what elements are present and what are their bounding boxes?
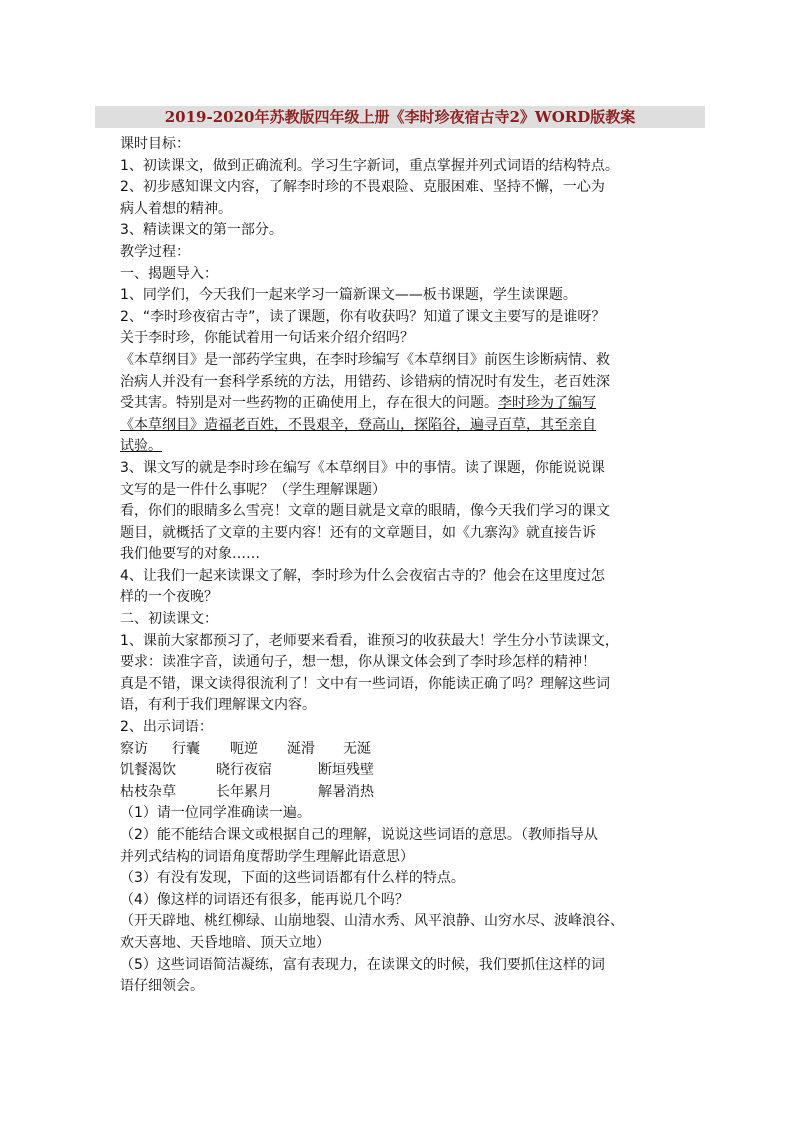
paragraph-line: （2）能不能结合课文或根据自己的理解，说说这些词语的意思。（教师指导从 — [120, 827, 598, 843]
vocab-word: 饥餐渴饮 — [120, 762, 176, 779]
paragraph-line: 1、课前大家都预习了，老师要来看看，谁预习的收获最大！学生分小节读课文， — [120, 632, 619, 649]
heading-first-reading: 二、初读课文： — [120, 611, 218, 628]
vocab-word: 长年累月 — [216, 783, 272, 800]
paragraph-line: 看，你们的眼睛多么雪亮！文章的题目就是文章的眼睛，像今天我们学习的课文 — [120, 503, 610, 520]
objective-1: 1、初读课文，做到正确流利。学习生字新词，重点掌握并列式词语的结构特点。 — [120, 157, 619, 174]
vocab-word: 涎滑 — [287, 740, 315, 757]
vocab-word: 枯枝杂草 — [120, 783, 176, 800]
objective-2-cont: 病人着想的精神。 — [120, 200, 232, 217]
paragraph-line: 4、让我们一起来读课文了解，李时珍为什么会夜宿古寺的？他会在这里度过怎 — [120, 567, 605, 584]
vocab-row-3 — [120, 782, 680, 804]
underlined-text: 李时珍为了编写 — [498, 395, 596, 412]
vocab-word: 解暑消热 — [318, 783, 374, 800]
vocab-row-1 — [120, 739, 680, 761]
paragraph-line: （3）有没有发现，下面的这些词语都有什么样的特点。 — [120, 870, 465, 887]
paragraph-line: 关于李时珍，你能试着用一句话来介绍介绍吗？ — [120, 330, 414, 347]
heading-intro: 一、揭题导入： — [120, 265, 218, 282]
paragraph-line: 治病人并没有一套科学系统的方法，用错药、诊错病的情况时有发生，老百姓深 — [120, 373, 610, 390]
paragraph-line: 《本草纲目》是一部药学宝典，在李时珍编写《本草纲目》前医生诊断病情、救 — [120, 351, 610, 368]
document-title: 2019-2020年苏教版四年级上册《李时珍夜宿古寺2》WORD版教案 — [95, 106, 705, 128]
paragraph-line: （开天辟地、桃红柳绿、山崩地裂、山清水秀、风平浪静、山穷水尽、波峰浪谷、 — [120, 913, 624, 930]
paragraph-line: 文写的是一件什么事呢？（学生理解课题） — [120, 481, 386, 498]
paragraph-line: 3、课文写的就是李时珍在编写《本草纲目》中的事情。读了课题，你能说说课 — [120, 459, 605, 476]
paragraph-line — [120, 436, 680, 458]
vocab-row-2 — [120, 760, 680, 782]
text-span: 受其害。特别是对一些药物的正确使用上，存在很大的问题。 — [120, 395, 498, 412]
paragraph-line: 真是不错，课文读得很流利了！文中有一些词语，你能读正确了吗？理解这些词 — [120, 675, 610, 692]
underlined-line: 《本草纲目》造福老百姓，不畏艰辛，登高山，探陷谷，遍寻百草，其至亲自 — [120, 416, 596, 433]
objective-3: 3、精读课文的第一部分。 — [120, 222, 283, 239]
document-page — [120, 106, 680, 998]
paragraph-line: 并列式结构的词语角度帮助学生理解此语意思） — [120, 848, 414, 865]
paragraph-line: 1、同学们，今天我们一起来学习一篇新课文——板书课题，学生读课题。 — [120, 287, 577, 304]
vocab-word: 晓行夜宿 — [216, 762, 272, 779]
paragraph-line: 语仔细领会。 — [120, 978, 204, 995]
vocab-word: 呃逆 — [230, 740, 258, 757]
paragraph-line: 要求：读准字音，读通句子，想一想，你从课文体会到了李时珍怎样的精神！ — [120, 654, 596, 671]
vocab-word: 无涎 — [343, 740, 371, 757]
section-label-objectives: 课时目标： — [120, 136, 190, 152]
paragraph-line: 2、出示词语： — [120, 719, 213, 736]
paragraph-line: 欢天喜地、天昏地暗、顶天立地） — [120, 934, 330, 951]
paragraph-line: （5）这些词语简洁凝练，富有表现力，在读课文的时候，我们要抓住这样的词 — [120, 956, 605, 973]
paragraph-line: 样的一个夜晚？ — [120, 589, 218, 606]
paragraph-line: （1）请一位同学准确读一遍。 — [120, 805, 311, 822]
section-label-process: 教学过程： — [120, 243, 190, 260]
paragraph-line: 2、“李时珍夜宿古寺”，读了课题，你有收获吗？知道了课文主要写的是谁呀？ — [120, 308, 606, 325]
paragraph-line: （4）像这样的词语还有很多，能再说几个吗？ — [120, 891, 409, 908]
vocab-word: 断垣残壁 — [318, 762, 374, 779]
paragraph-line: 语，有利于我们理解课文内容。 — [120, 697, 316, 714]
vocab-word: 察访 — [120, 740, 148, 757]
objective-2: 2、初步感知课文内容，了解李时珍的不畏艰险、克服困难、坚持不懈，一心为 — [120, 179, 605, 196]
paragraph-line — [120, 393, 680, 415]
underlined-text: 试验。 — [120, 438, 162, 455]
vocab-word: 行囊 — [172, 740, 200, 757]
paragraph-line: 题目，就概括了文章的主要内容！还有的文章题目，如《九寨沟》就直接告诉 — [120, 524, 596, 541]
paragraph-line: 我们他要写的对象…… — [120, 546, 260, 563]
